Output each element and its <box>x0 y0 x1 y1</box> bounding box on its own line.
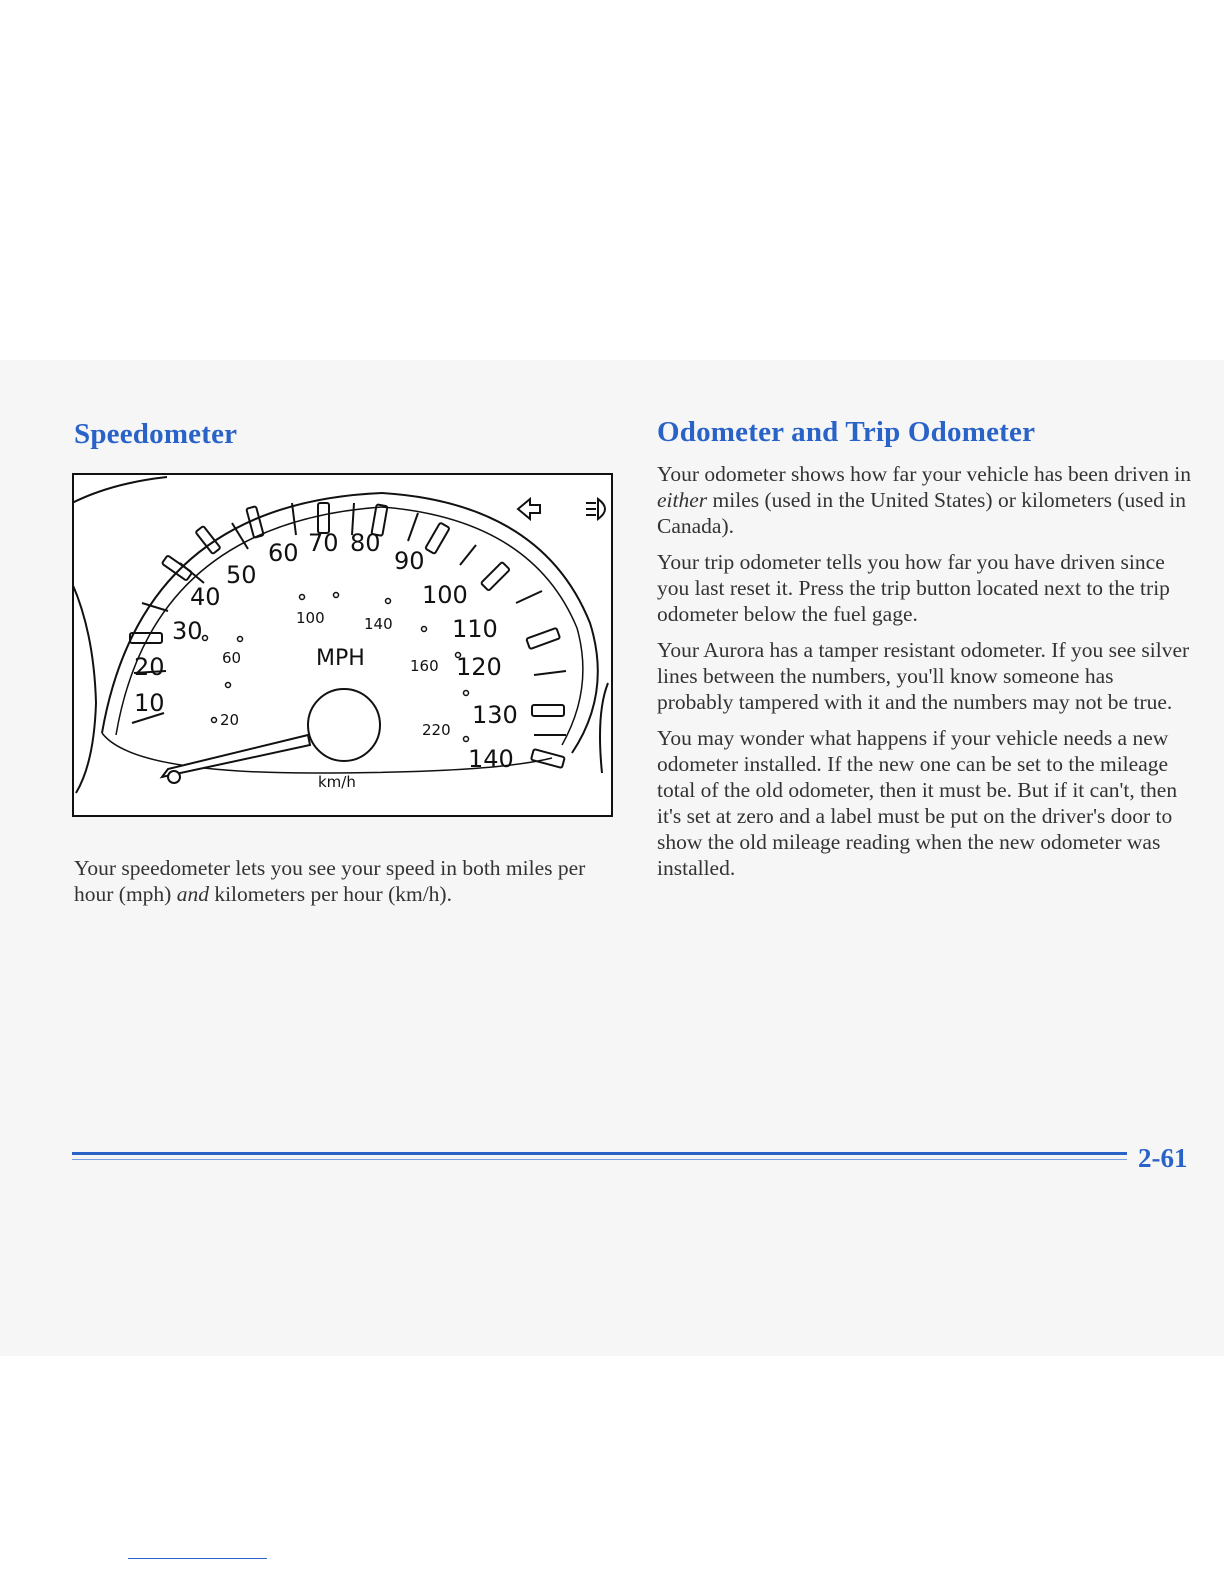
needle-hub <box>308 689 380 761</box>
mph-label: 110 <box>452 615 498 643</box>
paragraph-emphasis: either <box>657 488 708 512</box>
tamper-paragraph: Your Aurora has a tamper resistant odometer. If you see silver lines between the numbers, you'll know someone has probably tampered with it and the numbers may not be true. <box>657 638 1190 714</box>
needle-pivot <box>168 771 180 783</box>
mph-label: 30 <box>172 617 203 645</box>
mph-label: 80 <box>350 529 381 557</box>
speedometer-caption <box>74 855 614 907</box>
caption-emphasis: and <box>176 882 209 906</box>
odometer-paragraph <box>657 461 1192 539</box>
kmh-label: 60 <box>222 649 242 667</box>
footer-rule <box>72 1150 1127 1170</box>
mph-label: 40 <box>190 583 221 611</box>
page-number: 2-61 <box>1138 1143 1188 1173</box>
caption-text: kilometers per hour (km/h). <box>208 882 452 906</box>
kmh-label: 100 <box>296 609 325 627</box>
mph-label: 130 <box>472 701 518 729</box>
bottom-mark-line <box>128 1558 267 1559</box>
mph-label: 120 <box>456 653 502 681</box>
replacement-paragraph: You may wonder what happens if your vehicle needs a new odometer installed. If the new one can be set to the mileage total of the old odometer, then it must be. But if it can't, then it's set at zero and a label must be put on the driver's door to show the old mileage reading when the new odometer was installed. <box>657 726 1178 880</box>
trip-odometer-paragraph: Your trip odometer tells you how far you have driven since you last reset it. Press the trip button located next to the trip odometer below the fuel gage. <box>657 550 1170 626</box>
kmh-label: 220 <box>422 721 451 739</box>
speedometer-figure <box>72 473 613 817</box>
speedometer-illustration <box>72 473 613 817</box>
mph-unit-label: MPH <box>316 646 365 671</box>
paragraph-text: miles (used in the United States) or kilometers (used in Canada). <box>657 488 1187 538</box>
mph-label: 10 <box>134 689 165 717</box>
mph-label: 140 <box>468 745 514 773</box>
kmh-label: 140 <box>364 615 393 633</box>
mph-label: 70 <box>308 529 339 557</box>
kmh-unit-label: km/h <box>318 773 356 791</box>
kmh-label: 20 <box>220 711 240 729</box>
odometer-heading: Odometer and Trip Odometer <box>657 416 1036 448</box>
odometer-section <box>657 461 1192 891</box>
kmh-label: 160 <box>410 657 439 675</box>
mph-label: 100 <box>422 581 468 609</box>
speedometer-heading: Speedometer <box>74 418 238 450</box>
mph-label: 90 <box>394 547 425 575</box>
mph-label: 60 <box>268 539 299 567</box>
mph-label: 50 <box>226 561 257 589</box>
footer-rule-thick <box>72 1152 1127 1155</box>
footer-rule-thin <box>72 1159 1127 1160</box>
paragraph-text: Your odometer shows how far your vehicle has been driven in <box>657 462 1192 486</box>
mph-label: 20 <box>134 653 165 681</box>
caption-text: Your speedometer lets you see your speed in both miles per hour (mph) <box>74 856 586 906</box>
